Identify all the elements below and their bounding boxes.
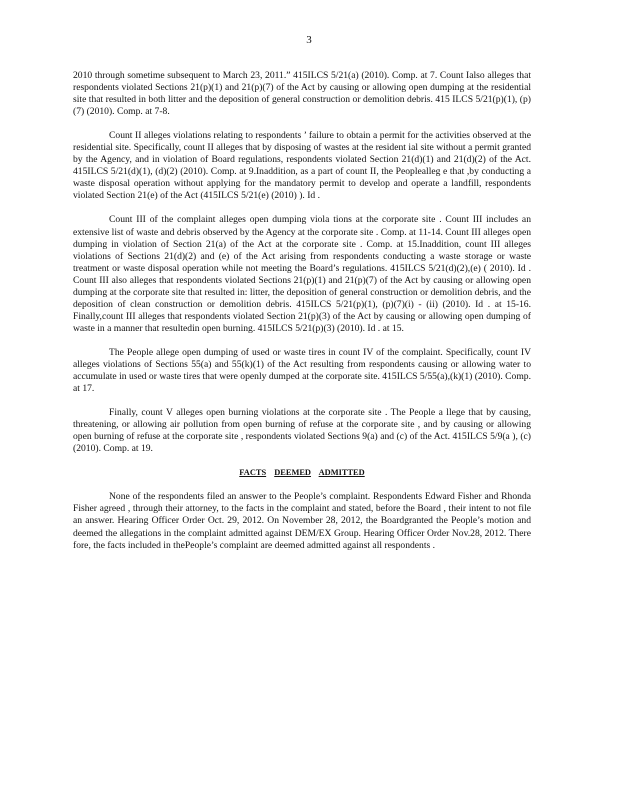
paragraph-count-five: Finally, count V alleges open burning violations at the corporate site . The People a llege that by causing, threatening, or allowing air pollution from open burning of refuse at the corporate site , and by causing or allowing open burning of refuse at the corporate site , respondents violated Sections 9(a) and (c) of the Act. 415ILCS 5/9(a ), (c) (2010). Comp. at 19. bbox=[73, 407, 531, 455]
paragraph-count-two: Count II alleges violations relating to respondents ’ failure to obtain a permit for the activities observed at the residential site. Specifically, count II alleges that by disposing of wastes at the resident ial site without a permit granted by the Agency, and in violation of Board regulations, respondents violated Section 21(d)(1) and 21(d)(2) of the Act. 415ILCS 5/21(d)(1), (d)(2) (2010). Comp. at 9.Inaddition, as a part of count II, the Peoplealleg e that ,by conducting a waste disposal operation without applying for the mandatory permit to develop and operate a landfill, respondents violated Section 21(e) of the Act (415ILCS 5/21(e) (2010) ). Id . bbox=[73, 130, 531, 202]
page-number: 3 bbox=[306, 34, 312, 46]
section-heading bbox=[73, 467, 531, 479]
paragraph-count-four: The People allege open dumping of used or waste tires in count IV of the complaint. Specifically, count IV alleges violations of Sections 55(a) and 55(k)(1) of the Act resulting from respondents causing or allowing water to accumulate in used or waste tires that were openly dumped at the corporate site. 415ILCS 5/55(a),(k)(1) (2010). Comp. at 17. bbox=[73, 346, 531, 395]
paragraph-count-one-continued: 2010 through sometime subsequent to March 23, 2011.” 415ILCS 5/21(a) (2010). Comp. at 7. Count Ialso alleges that respondents violated Sections 21(p)(1) and 21(p)(7) of the Act by causing or allowing open dumping at the residential site that resulted in both litter and the deposition of general construction or demolition debris. 415 ILCS 5/21(p)(1), (p)(7) (2010). Comp. at 7-8. bbox=[73, 70, 531, 118]
paragraph-count-three: Count III of the complaint alleges open dumping viola tions at the corporate site . Count III includes an extensive list of waste and debris observed by the Agency at the corporate site . Comp. at 11-14. Count III alleges open dumping in violation of Section 21(a) of the Act at the corporate site . Comp. at 15.Inaddition, count III alleges violations of Sections 21(d)(2) and (e) of the Act arising from respondents conducting a waste storage or waste treatment or waste disposal operation while not meeting the Board’s regulations. 415ILCS 5/21(d)(2),(e) ( 2010). Id . Count III also alleges that respondents violated Sections 21(p)(1) and 21(p)(7) of the Act by causing or allowing open dumping at the corporate site that resulted in: litter, the deposition of general construction or demolition debris, and the deposition of clean construction or demolition debris. 415ILCS 5/21(p)(1), (p)(7)(i) - (ii) (2010). Id . at 15-16. Finally,count III alleges that respondents violated Section 21(p)(3) of the Act by causing or allowing open dumping of waste in a manner that resultedin open burning. 415ILCS 5/21(p)(3) (2010). Id . at 15. bbox=[73, 214, 531, 334]
heading-word-admitted: ADMITTED bbox=[318, 468, 365, 478]
document-body bbox=[73, 70, 531, 552]
paragraph-facts-deemed-admitted: None of the respondents filed an answer to the People’s complaint. Respondents Edward Fisher and Rhonda Fisher agreed , through their attorney, to the facts in the complaint and stated, before the Board , their intent to not file an answer. Hearing Officer Order Oct. 29, 2012. On November 28, 2012, the Boardgranted the People’s motion and deemed the allegations in the complaint admitted against DEM/EX Group. Hearing Officer Order Nov.28, 2012. There fore, the facts included in thePeople’s complaint are deemed admitted against all respondents . bbox=[73, 491, 531, 551]
heading-word-deemed: DEEMED bbox=[274, 468, 311, 478]
heading-word-facts: FACTS bbox=[239, 468, 267, 478]
